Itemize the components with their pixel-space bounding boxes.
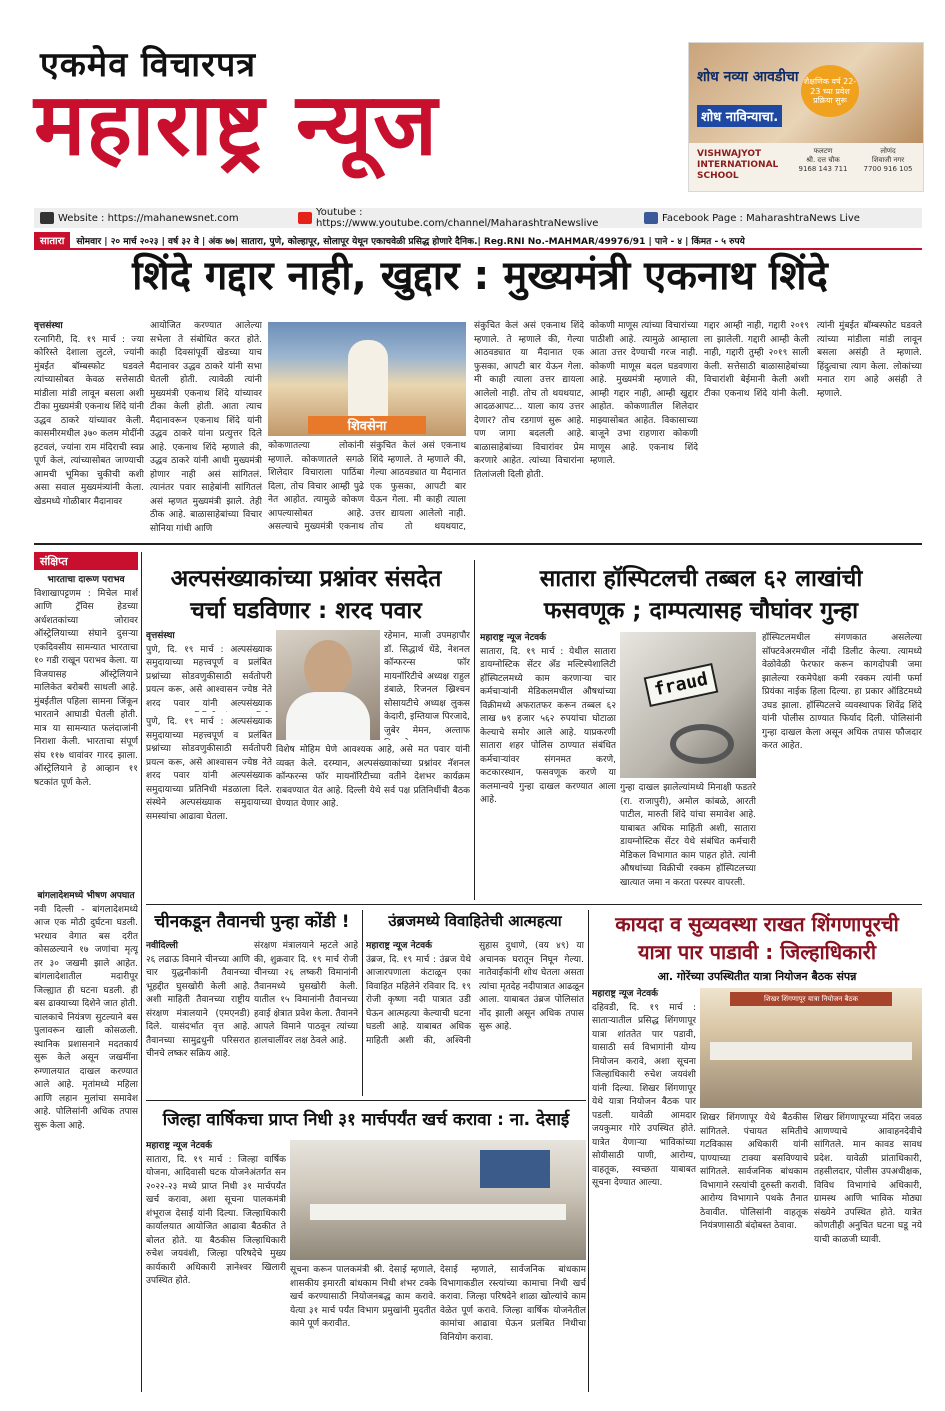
china-column-1	[146, 940, 250, 1092]
ad-campus-lonand: लोणंद शिवाजी नगर 7700 916 105	[863, 147, 913, 174]
portrait-shirt	[286, 692, 370, 740]
pawar-column-2: रहेमान, माजी उपमहापौर डॉ. सिद्धार्थ धेंडे, नेशनल कॉन्फरन्स फॉर मायनॉरिटीचे अध्यक्ष राहुल डंबाळे, रिजनल ख्रिश्चन सोसायटीचे अध्यक्ष लुकस केदारी, इम्तियाज पिरजादे, जुबेर मेमन, अल्ताफ	[384, 631, 470, 736]
ad-heading: शोध नव्या आवडीचा	[697, 69, 799, 85]
umbraj-byline: महाराष्ट्र न्यूज नेटवर्क	[366, 941, 433, 951]
section-divider	[34, 543, 922, 545]
umbraj-headline: उंब्रजमध्ये विवाहितेची आत्महत्या	[388, 912, 562, 930]
school-advertisement[interactable]	[688, 42, 924, 192]
desai-column-2: सूचना करून पालकमंत्री श्री. देसाई म्हणाले, शासकीय इमारती बांधकाम निधी शंभर टक्के खर्च करण्यासाठी नियोजनबद्ध काम करावे. येत्या ३१ मार्च पर्यंत विभाग प्रमुखांनी मुदतीत कामे पूर्ण करावीत.	[290, 1265, 436, 1329]
desai-column-1	[146, 1140, 286, 1390]
shingnapur-column-1	[592, 988, 696, 1388]
lead-photo-cm-rally	[268, 322, 466, 436]
lead-column-2: आयोजित करण्यात आलेल्या सभेला ते संबोधित करत होते. काही दिवसांपूर्वी खेडच्या याच मैदानावर उद्धव ठाकरे यांनी सभा घेतली होती. त्यावेळी त्यांनी मुख्यमंत्री एकनाथ शिंदे यांच्यावर टीका केली होती. आता त्याच मैदानावरून एकनाथ शिंदे यांनी उद्धव ठाकरे यांना प्रत्युत्तर दिले आहे. एकनाथ शिंदे म्हणाले की, उद्धव ठाकरे यांनी आधी मुख्यमंत्री होणार नाही असं सांगितलं. त्यानंतर पवार साहेबांनी सांगितलं असं म्हणत मुख्यमंत्री झाले. तेही ठीक आहे. बाळासाहेबांच्या विचार सोनिया गांधी आणि	[150, 321, 262, 534]
fraud-photo	[620, 632, 756, 778]
handcuffs-icon	[670, 724, 734, 764]
website-link[interactable]: Website : https://mahanewsnet.com	[58, 212, 239, 224]
hospital-column-3: हॉस्पिटलमधील संगणकात असलेल्या सॉफ्टवेअरमधील नोंदी डिलीट केल्या. त्यामध्ये वेळोवेळी फेरफार करून कागदोपत्री जमा झालेल्या रकमेपेक्षा कमी रक्कम त्यांनी फर्मा प्रियंका नाईक हिला दिल्या. हा प्रकार ऑडिटमध्ये उघड झाला. हॉस्पिटलचे व्यवस्थापक शिवेंद्र शिंदे यांनी पोलीस ठाण्यात फिर्याद दिली. पोलिसांनी गुन्हा दाखल केला असून अधिक तपास फौजदार करत आहेत.	[762, 633, 922, 751]
dateline-text: सोमवार | २० मार्च २०२३ | वर्ष ३२ वे | अंक ७७| सातारा, पुणे, कोल्हापूर, सोलापूर येथून एकाचवेळी प्रसिद्ध होणारे दैनिक.| Reg.RNI No.-MAHMAR/49976/91 | पाने - ४ | किंमत - ५ रुपये	[76, 236, 745, 247]
desai-byline: महाराष्ट्र न्यूज नेटवर्क	[146, 1141, 213, 1151]
pawar-text-1: पुणे, दि. १९ मार्च : अल्पसंख्याक समुदायाच्या महत्त्वपूर्ण व प्रलंबित प्रश्नांच्या सोडवणुकीसाठी सर्वतोपरी प्रयत्न करू, असे आश्वासन ज्येष्ठ नेते शरद पवार यांनी अल्पसंख्याक	[146, 644, 272, 709]
section-divider-2	[146, 904, 922, 905]
shingnapur-meeting-photo	[700, 988, 922, 1108]
column-divider-3	[588, 910, 589, 1392]
hospital-byline: महाराष्ट्र न्यूज नेटवर्क	[480, 633, 547, 643]
shingnapur-headline-1: कायदा व सुव्यवस्था राखत शिंगणापूरची	[615, 912, 899, 936]
meeting-screen	[480, 1150, 550, 1188]
brief-story-1	[34, 574, 138, 884]
shingnapur-subheadline: आ. गोरेंच्या उपस्थितीत यात्रा नियोजन बैठक संपन्न	[657, 970, 857, 983]
pawar-column-1b: पुणे, दि. १९ मार्च : अल्पसंख्याक समुदायाच्या महत्त्वपूर्ण व प्रलंबित प्रश्नांच्या सोडवणुकीसाठी सर्वतोपरी प्रयत्न करू, असे आश्वासन ज्येष्ठ नेते शरद पवार यांनी अल्पसंख्याक समुदायाच्या प्रतिनिधी मंडळाला दिले. संस्थेने अल्पसंख्याक समुदायाच्या समस्यांचा आढावा घेतला.	[146, 717, 272, 822]
youtube-link[interactable]: Youtube : https://www.youtube.com/channel/MaharashtraNewslive	[316, 207, 599, 229]
ad-school-logo: VISHWAJYOT INTERNATIONAL SCHOOL	[697, 149, 779, 181]
brief-story-2	[34, 890, 138, 1390]
fraud-stamp: fraud	[644, 663, 719, 707]
shingnapur-column-2: शिखर शिंगणापूर येथे बैठकीस सांगितले. पंचायत समितीचे गटविकास अधिकारी यांनी पाण्याच्या टाक्या बसविण्याचे सांगितले. सार्वजनिक बांधकाम विभागाने रस्त्यांची दुरुस्ती करावी. आरोग्य विभागाने पथके तैनात ठेवावीत. पोलिसांनी वाहतूक नियंत्रणासाठी बंदोबस्त ठेवावा.	[700, 1113, 808, 1231]
lead-headline: शिंदे गद्दार नाही, खुद्दार : मुख्यमंत्री एकनाथ शिंदे	[132, 253, 828, 299]
edition-city: सातारा	[34, 232, 70, 248]
ad-campus-phaltan: फलटण श्री. दत्त चौक 9168 143 711	[798, 147, 848, 174]
rally-banner: शिवसेना	[308, 416, 426, 434]
lead-text-1: रत्नागिरी, दि. १९ मार्च : ज्या कोरिस्ते देशाला लुटले, ज्यांनी मुंबईत बॉम्बस्फोट घडवले त्यांच्यासोबत केवळ सत्तेसाठी मांडीला मांडी लावून बसला अशी टीका मुख्यमंत्री एकनाथ शिंदे यांनी उद्धव ठाकरे यांच्यावर केली. कासमीरमधील ३७० कलम मोदींनी हटवलं, ज्यांना राम मंदिराची स्वप्न पूर्ण केलं, त्यांच्यासोबत जाण्याची आमची भूमिका चुकीची कशी असा सवाल मुख्यमंत्र्यांनी केला. खेडमध्ये गोळीबार मैदानावर	[34, 334, 144, 507]
china-text-1: २६ लढाऊ विमाने चीनच्या आणि चार युद्धनौकांनी तैवानच्या भूहद्दीत घुसखोरी केली आहे. अशी माहिती तैवानच्या राष्ट्रीय संरक्षण मंत्रालयाने (एमएनडी) दिले. यासंदर्भात वृत्त आहे. तैवानच्या सामुद्रधुनी परिसरात चीनचे लष्कर सक्रिय आहे.	[146, 954, 250, 1059]
masthead-tagline: एकमेव विचारपत्र	[40, 45, 257, 85]
pawar-column-3: विशेष मोहिम घेणे आवश्यक आहे, असे मत पवार यांनी व्यक्त केले. दरम्यान, अल्पसंख्याकांच्या प्रश्नांवर नॅशनल कॉन्फरन्स फॉर मायनॉरिटीच्या वतीने देशभर कार्यक्रम राबवण्यात येत आहे. दिल्ली येथे सर्व पक्ष प्रतिनिधींची बैठक घेण्यात येणार आहे.	[276, 745, 470, 809]
shingnapur-headline-2: यात्रा पार पाडावी : जिल्हाधिकारी	[637, 940, 877, 964]
pawar-headline-1: अल्पसंख्याकांच्या प्रश्नांवर संसदेत	[170, 566, 442, 592]
hospital-column-2: गुन्हा दाखल झालेल्यांमध्ये मिनाक्षी फडतरे (रा. राजापुरी), अमोल कांबळे, आरती पाटील, मारुती शिंदे यांचा समावेश आहे. याबाबत अधिक माहिती अशी, सातारा डायग्नोस्टिक सेंटर येथे संबंधित कर्मचारी मेडिकल विभागात काम पाहत होते. त्यांनी औषधांच्या विक्रीची रक्कम हॉस्पिटलच्या खात्यात जमा न करता परस्पर वापरली.	[620, 783, 756, 888]
facebook-icon	[644, 212, 658, 224]
pawar-headline-2: चर्चा घडविणार : शरद पवार	[190, 598, 422, 624]
meeting-banner: शिखर शिंगणापूर यात्रा नियोजन बैठक	[730, 992, 892, 1006]
shingnapur-column-3: शिखर शिंगणापूरच्या मंदिरा जवळ आणण्याचे आवाहनदेवीचे सांगितले. मान कावड सावध प्रदेश. यावेळी प्रांताधिकारी, तहसीलदार, पोलीस उपअधीक्षक, विविध विभागांचे अधिकारी, ग्रामस्थ आणि भाविक मोठ्या संख्येने उपस्थित होते. यात्रेत कोणतीही अनुचित घटना घडू नये याची काळजी घ्यावी.	[814, 1113, 922, 1245]
desai-column-3: देसाई म्हणाले, सार्वजनिक बांधकाम विभागाकडील रस्त्यांच्या कामाचा निधी खर्च करावा. जिल्हा परिषदेने शाळा खोल्यांचे काम वेळेत पूर्ण करावे. जिल्हा वार्षिक योजनेतील कामांचा आढावा घेऊन प्रलंबित निधीचा विनियोग करावा.	[440, 1265, 586, 1343]
shingnapur-text-1: दहिवडी, दि. १९ मार्च : साताऱ्यातील प्रसिद्ध शिंगणापूर यात्रा शांततेत पार पडावी, यासाठी सर्व विभागांनी योग्य नियोजन करावे, अशा सूचना जिल्हाधिकारी रुचेश जयवंशी यांनी दिल्या. शिखर शिंगणापूर येथे यात्रा नियोजन बैठक पार पडली. यावेळी आमदार जयकुमार गोरे उपस्थित होते. यात्रेत येणाऱ्या भाविकांच्या सोयीसाठी पाणी, आरोग्य, वाहतूक, स्वच्छता याबाबत सूचना देण्यात आल्या.	[592, 1002, 696, 1188]
hospital-headline-1: सातारा हॉस्पिटलची तब्बल ६२ लाखांची	[539, 566, 863, 592]
facebook-link[interactable]: Facebook Page : MaharashtraNews Live	[662, 212, 860, 224]
china-column-2: संरक्षण मंत्रालयाने म्हटले आहे की, शुक्रवार दि. १९ मार्च रोजी चीनच्या २६ लष्करी विमानांनी तैवानमध्ये घुसखोरी केली. यातील १५ विमानांनी तैवानच्या हवाई क्षेत्रात प्रवेश केला. तैवानने आपले विमाने पाठवून त्यांच्या हालचालींवर लक्ष ठेवले आहे.	[254, 941, 358, 1046]
pawar-column-1	[146, 630, 272, 712]
meeting-table	[710, 1042, 912, 1060]
youtube-icon	[298, 212, 312, 224]
column-divider-2	[362, 910, 363, 1096]
lead-column-3: कोकणातल्या लोकांनी म्हणाले. कोकणातले सगळे शिलेदार विचाराला पाठिंबा दिला, तोच विचार आम्ही पुढे नेत आहोत. त्यामुळे कोकण आपल्यासोबत आहे. असल्याचे मुख्यमंत्री एकनाथ	[268, 441, 364, 532]
desai-headline: जिल्हा वार्षिकचा प्राप्त निधी ३१ मार्चपर्यंत खर्च करावा : ना. देसाई	[162, 1110, 570, 1130]
sharad-pawar-photo	[276, 630, 380, 740]
umbraj-text: उंब्रज, दि. १९ मार्च : उंब्रज येथे आजारपणाला कंटाळून एका विवाहित महिलेने रविवार दि. १९ रोजी कृष्णा नदी पात्रात उडी घेऊन आत्महत्या केल्याची घटना घडली आहे. याबाबत अधिक माहिती अशी की, अश्विनी सुहास दुधाणे, (वय ४९) या अचानक घरातून निघून गेल्या. नातेवाईकांनी शोध घेतला असता त्यांचा मृतदेह नदीपात्रात आढळून आला. याबाबत उंब्रज पोलिसांत नोंद झाली असून अधिक तपास सुरू आहे.	[366, 941, 584, 1046]
brief-news-title: संक्षिप्त	[34, 552, 138, 570]
column-divider	[474, 560, 475, 900]
hospital-headline-2: फसवणूक ; दाम्पत्यासह चौघांवर गुन्हा	[543, 598, 859, 624]
brief-story-1-text: विशाखापट्टणम : मिचेल मार्श आणि ट्रॅविस हेडच्या अर्धशतकांच्या जोरावर ऑस्ट्रेलियाच्या संघाने दुसऱ्या एकदिवसीय सामन्यात भारताचा १० गडी राखून पराभव केला. या विजयासह ऑस्ट्रेलियाने मालिकेत बरोबरी साधली आहे. मुंबईतील पहिला सामना जिंकून भारताने आघाडी घेतली होती. मात्र या सामन्यात फलंदाजांनी निराशा केली. भारताचा संपूर्ण संघ ११७ धावांवर गारद झाला. ऑस्ट्रेलियाने हे आव्हान ११ षटकांत पूर्ण केले.	[34, 588, 138, 788]
portrait-face	[304, 640, 352, 696]
sidebar-divider	[141, 552, 142, 1392]
brief-story-1-heading: भारताचा दारूण पराभव	[47, 575, 125, 585]
pawar-byline: वृत्तसंस्था	[146, 631, 175, 641]
desai-text-1: सातारा, दि. १९ मार्च : जिल्हा वार्षिक योजना, आदिवासी घटक योजनेअंतर्गत सन २०२२-२३ मध्ये प्राप्त निधी ३१ मार्चपर्यंत खर्च करावा, अशा सूचना पालकमंत्री शंभूराज देसाई यांनी दिल्या. जिल्हाधिकारी कार्यालयात आयोजित आढावा बैठकीत ते बोलत होते. या बैठकीस जिल्हाधिकारी रुचेश जयवंशी, जिल्हा परिषदेचे मुख्य कार्यकारी अधिकारी ज्ञानेश्वर खिलारी उपस्थित होते.	[146, 1154, 286, 1286]
lead-column-1	[34, 320, 144, 535]
china-byline: नवीदिल्ली	[146, 941, 178, 951]
masthead-title: महाराष्ट्र न्यूज	[34, 75, 439, 175]
hospital-text-1: सातारा, दि. १९ मार्च : येथील सातारा डायग्नोस्टिक सेंटर अँड मल्टिस्पेशालिटी हॉस्पिटलमध्ये काम करणाऱ्या चार कर्मचाऱ्यांनी मेडिकलमधील औषधांच्या विक्रीमध्ये अफरातफर करून तब्बल ६२ लाख ७९ हजार ५६२ रुपयांचा घोटाळा केल्याचे समोर आले आहे. याप्रकरणी सातारा शहर पोलिस ठाण्यात संबंधित कर्मचाऱ्यांवर संगनमत करणे, कटकारस्थान, फसवणूक करणे या कलमान्वये गुन्हा दाखल करण्यात आला आहे.	[480, 646, 616, 805]
brief-story-2-heading: बांगलादेशमध्ये भीषण अपघात	[37, 891, 135, 901]
lead-column-4: संकुचित केलं असं एकनाथ शिंदे म्हणाले. ते म्हणाले की, गेल्या आठवड्यात या मैदानात एक फुसका, आपटी बार येऊन गेला. मी काही त्याला उत्तर द्यायला आलेलो नाही. तोच तो थयथयाट, आदळआपट... याला काय उत्तर देणार? तोच रडगाणं सुरू आहे. पण जागा बदलली आहे. बाळासाहेबांच्या विचारांवर प्रेम करणारे आहेत. त्यांच्या विचारांना तिलांजली दिली होती.	[474, 321, 584, 480]
contact-bar	[34, 208, 922, 228]
shingnapur-byline: महाराष्ट्र न्यूज नेटवर्क	[592, 989, 659, 999]
brief-story-2-text: नवी दिल्ली - बांगलादेशमध्ये आज एक मोठी दुर्घटना घडली. भरधाव वेगात बस दरीत कोसळल्याने १७ जणांचा मृत्यू तर ३० जखमी झाले आहेत. बांगलादेशातील मदारीपूर जिल्ह्यात ही घटना घडली. ही बस ढाक्याच्या दिशेने जात होती. चालकाचे नियंत्रण सुटल्याने बस पुलावरून खाली कोसळली. स्थानिक प्रशासनाने मदतकार्य सुरू केले असून जखमींना रुग्णालयात दाखल करण्यात आले आहे. मृतांमध्ये महिला आणि लहान मुलांचा समावेश आहे. पोलिसांनी अधिक तपास सुरू केला आहे.	[34, 904, 138, 1131]
umbraj-article	[366, 940, 584, 1092]
lead-column-6: गद्दार आम्ही नाही, गद्दारी २०१९ ला झालेली. गद्दारी आम्ही केली नाही, गद्दारी तुम्ही २०१९ साली केली. सत्तेसाठी बाळासाहेबांच्या विचारांशी बेईमानी केली अशी टीका एकनाथ शिंदे यांनी केली. त्यांनी मुंबईत बॉम्बस्फोट घडवले त्यांच्या मांडीला मांडी लावून बसला असंही ते म्हणाले. हिंदुत्वाचा त्याग केला. लोकांच्या मनात राग आहे असंही ते म्हणाले.	[704, 321, 922, 399]
section-divider-3	[146, 1100, 586, 1101]
ad-highlight: शोध नाविन्याचा.	[697, 105, 782, 127]
china-headline: चीनकडून तैवानची पुन्हा कोंडी !	[154, 912, 350, 932]
lead-column-5: कोकणी माणूस त्यांच्या विचारांच्या पाठीशी आहे. त्यामुळे आम्हाला आता उत्तर देण्याची गरज नाही. कोकणी माणूस बदल घडवणारा आहे. मुख्यमंत्री म्हणाले की, आम्ही गद्दार नाही, आम्ही खुद्दार आहोत. कोकणातील शिलेदार माझ्यासोबत आहेत. विकासाच्या बाजूने उभा राहणारा कोकणी माणूस आहे. एकनाथ शिंदे म्हणाले.	[590, 321, 698, 466]
desai-meeting-photo	[290, 1140, 586, 1260]
ad-admission-badge: शैक्षणिक वर्ष 22-23 च्या प्रवेश प्रक्रिया सुरू	[801, 65, 859, 117]
dateline	[34, 232, 922, 250]
hospital-column-1	[480, 632, 616, 896]
website-icon	[40, 212, 54, 224]
lead-byline: वृत्तसंस्था	[34, 321, 63, 331]
lead-column-3b: संकुचित केलं असं एकनाथ शिंदे म्हणाले. ते म्हणाले की, गेल्या आठवड्यात या मैदानात एक फुसका, आपटी बार येऊन गेला. मी काही त्याला उत्तर द्यायला आलेलो नाही. तोच तो थयथयाट,	[370, 441, 466, 532]
meeting-table-2	[310, 1204, 566, 1220]
